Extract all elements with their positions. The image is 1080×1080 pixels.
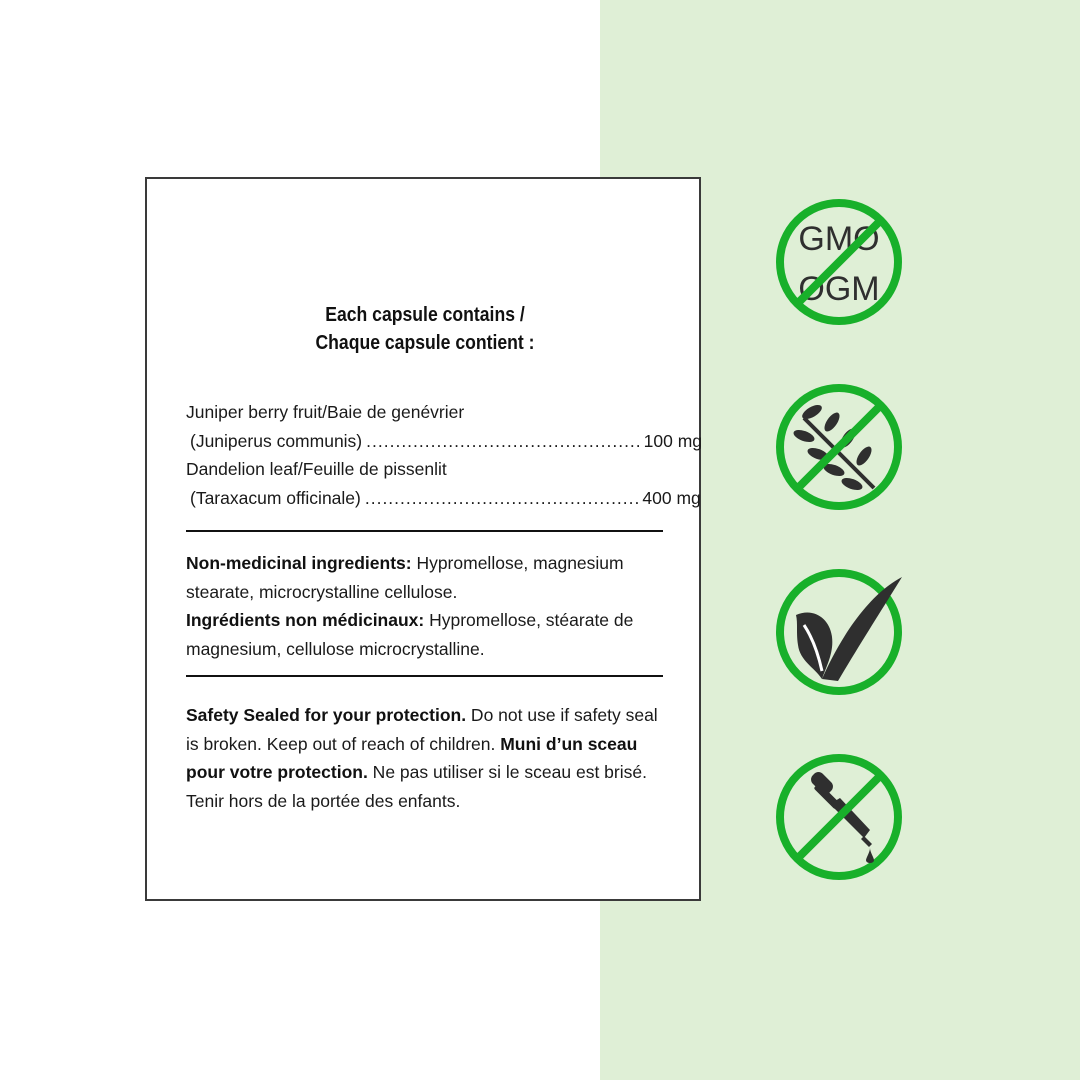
ingredient-name: Dandelion leaf/Feuille de pissenlit [186, 459, 447, 479]
non-medicinal-en-label: Non-medicinal ingredients: [186, 553, 412, 573]
ingredient-latin-name: (Juniperus communis) [190, 430, 363, 451]
vegan-leaf-check-icon [774, 567, 904, 697]
ingredient-latin-name: (Taraxacum officinale) [190, 487, 361, 508]
safety-en-label: Safety Sealed for your protection. [186, 705, 467, 725]
no-dropper-icon [774, 752, 904, 882]
non-medicinal-fr-label: Ingrédients non médicinaux: [186, 610, 425, 630]
gmo-text: GMO [798, 220, 880, 258]
dot-leader: ............................................... [364, 487, 641, 508]
dot-leader: ............................................... [366, 430, 642, 451]
non-medicinal-en-text: Hypromellose, magnesium stearate, microcrystalline cellulose. [186, 553, 624, 602]
heading-line-en: Each capsule contains / [325, 304, 525, 326]
non-medicinal-ingredients [186, 549, 664, 663]
ingredient-amount-row [186, 427, 703, 456]
ingredient-amount-row [186, 484, 701, 513]
ingredient-amount: 100 mg [643, 430, 703, 451]
ingredient-name: Juniper berry fruit/Baie de genévrier [186, 402, 465, 422]
safety-fr-label: Muni d’un sceau pour votre protection. [186, 733, 638, 782]
safety-fr-text: Ne pas utiliser si le sceau est brisé. Tenir hors de la portée des enfants. [186, 762, 647, 811]
safety-en-text: Do not use if safety seal is broken. Keep out of reach of children. [186, 705, 658, 754]
supplement-facts-label [145, 177, 701, 901]
non-medicinal-fr-text: Hypromellose, stéarate de magnesium, cellulose microcrystalline. [186, 610, 634, 659]
ogm-text: OGM [798, 270, 880, 308]
no-gmo-icon [774, 197, 904, 327]
medicinal-ingredients-list [186, 398, 703, 512]
no-gluten-wheat-icon [774, 382, 904, 512]
divider [186, 675, 663, 677]
ingredient-amount: 400 mg [642, 487, 701, 508]
divider [186, 530, 663, 532]
heading-line-fr: Chaque capsule contient : [315, 332, 535, 354]
label-heading [180, 301, 669, 357]
safety-statement [186, 701, 664, 815]
